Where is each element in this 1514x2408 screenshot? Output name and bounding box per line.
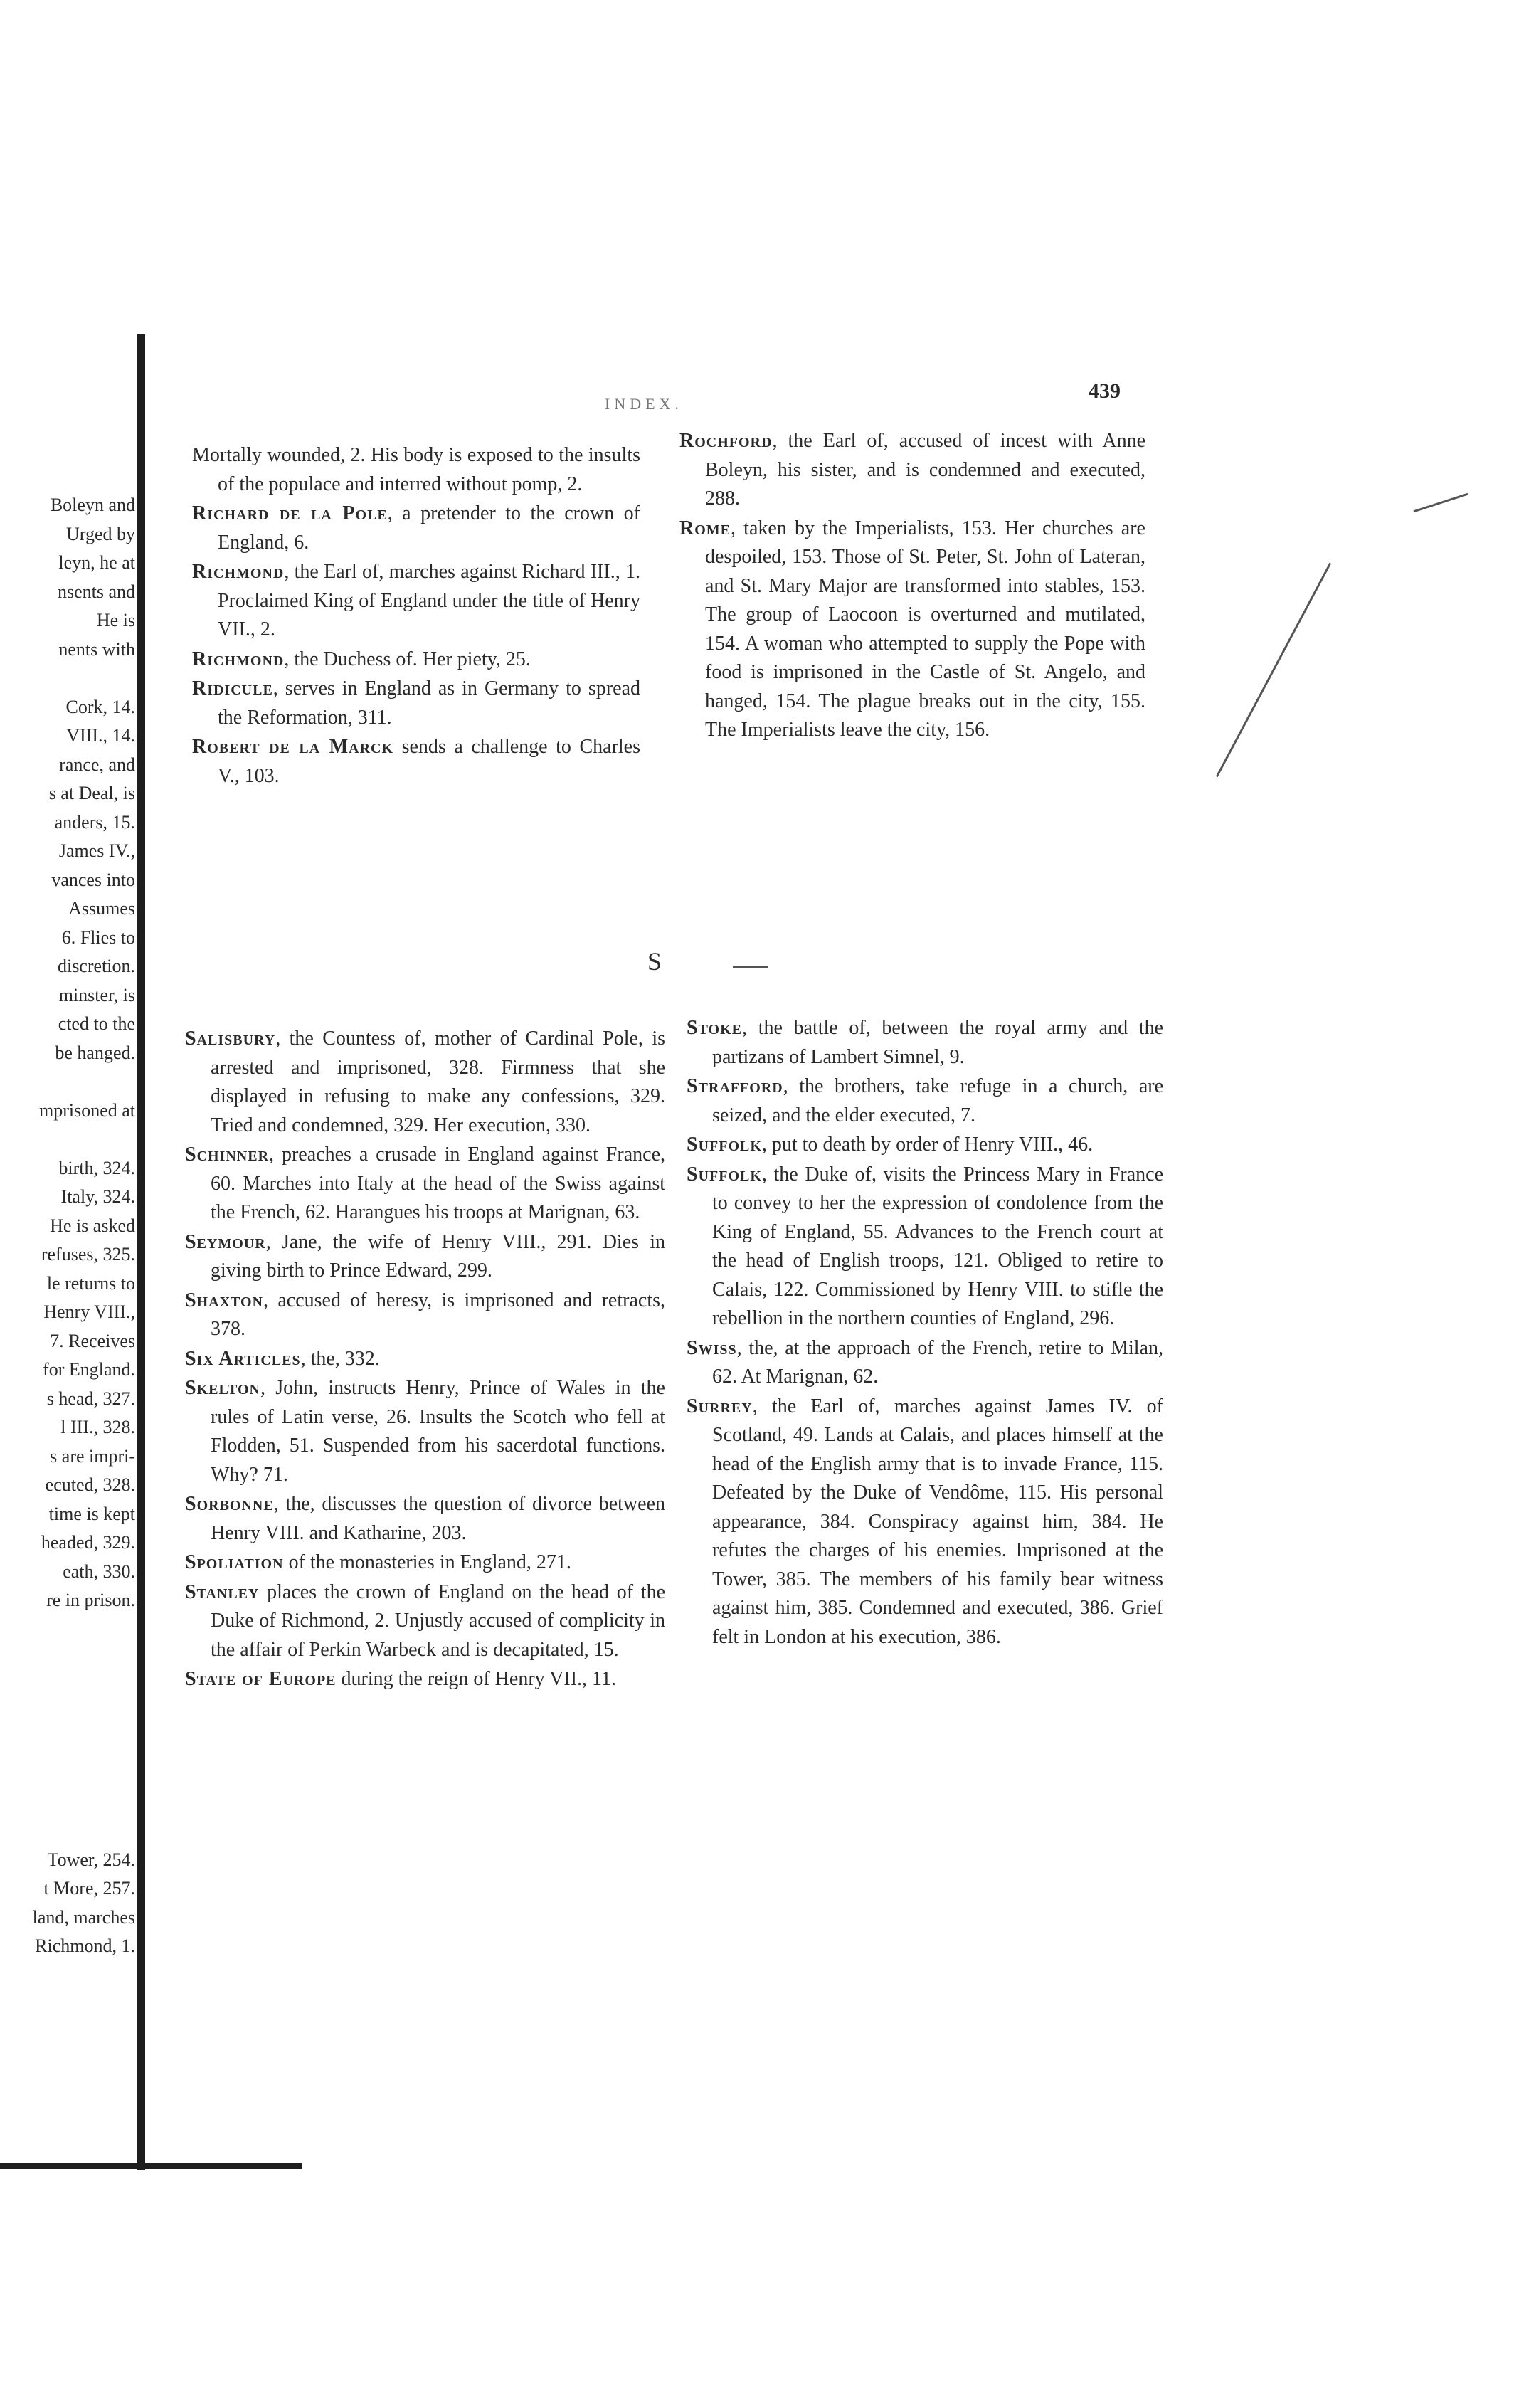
fragment-line: s at Deal, is bbox=[48, 783, 135, 803]
fragment-line: refuses, 325. bbox=[41, 1244, 135, 1264]
index-keyword: Seymour bbox=[185, 1230, 266, 1253]
index-keyword: Swiss bbox=[687, 1336, 737, 1359]
index-keyword: Richmond bbox=[192, 648, 285, 670]
fragment-line bbox=[0, 1125, 135, 1154]
index-keyword: Richard de la Pole bbox=[192, 502, 388, 524]
fragment-line: discretion. bbox=[57, 956, 135, 976]
index-text: , Jane, the wife of Henry VIII., 291. Dies in giving birth to Prince Edward, 299. bbox=[211, 1230, 665, 1282]
index-keyword: Robert de la Marck bbox=[192, 736, 394, 758]
index-entry bbox=[185, 1287, 665, 1344]
fragment-line: le returns to bbox=[46, 1272, 135, 1294]
index-text: , the, 332. bbox=[300, 1347, 380, 1370]
fragment-line: nsents and bbox=[57, 581, 135, 602]
fragment-line: rance, and bbox=[59, 754, 135, 775]
index-keyword: Stanley bbox=[185, 1580, 260, 1603]
pencil-mark bbox=[1413, 493, 1468, 513]
fragment-line: Richmond, 1. bbox=[35, 1936, 135, 1956]
index-keyword: Spoliation bbox=[185, 1551, 284, 1573]
fragment-line: time is kept bbox=[48, 1503, 135, 1524]
index-entry bbox=[687, 1393, 1163, 1652]
column-top-left bbox=[192, 441, 640, 791]
index-entry bbox=[192, 733, 640, 791]
index-entry bbox=[185, 1228, 665, 1286]
index-entry bbox=[185, 1141, 665, 1227]
fragment-line: Boleyn and bbox=[50, 495, 135, 515]
index-entry bbox=[185, 1025, 665, 1140]
fragment-line: s are impri- bbox=[50, 1445, 135, 1467]
fragment-line: eath, 330. bbox=[63, 1561, 135, 1582]
index-entry bbox=[192, 645, 640, 675]
fragment-line: Urged by bbox=[65, 523, 135, 544]
index-keyword: Suffolk bbox=[687, 1134, 762, 1156]
section-letter: S bbox=[647, 947, 662, 976]
index-text: during the reign of Henry VII., 11. bbox=[336, 1668, 616, 1690]
fragment-line: Henry VIII., bbox=[43, 1301, 135, 1322]
running-title: INDEX. bbox=[605, 395, 683, 413]
index-entry bbox=[679, 427, 1145, 514]
fragment-line: Cork, 14. bbox=[65, 696, 135, 717]
fragment-line: Italy, 324. bbox=[60, 1186, 135, 1207]
fragment-line: ecuted, 328. bbox=[45, 1474, 135, 1495]
fragment-line: for England. bbox=[43, 1359, 135, 1380]
index-text: of the monasteries in England, 271. bbox=[283, 1551, 571, 1573]
index-text: , the Earl of, marches against James IV. of Scotland, 49. Lands at Calais, and places himself at the head of the English army that is to invade France, 115. Defeated by the Duke of Vendôme, 115. His personal appearance, 384. Conspiracy against him, 384. He refutes the charges of his enemies. Imprisoned at the Tower, 385. The members of his family bear witness against him, 385. Condemned and executed, 386. Grief felt in London at his execution, 386. bbox=[712, 1395, 1163, 1648]
index-entry bbox=[687, 1161, 1163, 1334]
fragment-line: minster, is bbox=[58, 984, 135, 1005]
index-entry bbox=[679, 514, 1145, 745]
index-keyword: Salisbury bbox=[185, 1028, 276, 1050]
fragment-line: birth, 324. bbox=[58, 1157, 135, 1178]
fragment-line bbox=[0, 1644, 135, 1673]
index-keyword: Shaxton bbox=[185, 1289, 263, 1311]
fragment-line: land, marches bbox=[32, 1906, 135, 1928]
index-keyword: Suffolk bbox=[687, 1163, 762, 1185]
column-bottom-right bbox=[687, 1014, 1163, 1652]
fragment-line bbox=[0, 1731, 135, 1760]
index-entry bbox=[192, 558, 640, 645]
previous-page-fragment bbox=[0, 491, 135, 1961]
fragment-line bbox=[0, 1759, 135, 1788]
index-entry bbox=[687, 1072, 1163, 1130]
fragment-line: s head, 327. bbox=[46, 1388, 135, 1409]
index-text: Mortally wounded, 2. His body is exposed to the insults of the populace and interred without pomp, 2. bbox=[192, 444, 640, 495]
fragment-line: James IV., bbox=[58, 840, 135, 861]
fragment-line: mprisoned at bbox=[38, 1099, 135, 1121]
index-keyword: Richmond bbox=[192, 561, 285, 583]
index-entry bbox=[185, 1665, 665, 1694]
column-bottom-left bbox=[185, 1025, 665, 1695]
fragment-line: leyn, he at bbox=[58, 552, 135, 573]
index-text: , the brothers, take refuge in a church, are seized, and the elder executed, 7. bbox=[712, 1075, 1163, 1126]
index-text: , serves in England as in Germany to spread the Reformation, 311. bbox=[218, 677, 640, 729]
index-keyword: State of Europe bbox=[185, 1668, 337, 1690]
fragment-line: t More, 257. bbox=[43, 1878, 135, 1899]
fragment-line: headed, 329. bbox=[41, 1532, 135, 1553]
fragment-line: Tower, 254. bbox=[47, 1849, 135, 1870]
index-text: places the crown of England on the head of the Duke of Richmond, 2. Unjustly accused of complicity in the affair of Perkin Warbeck and is decapitated, 15. bbox=[211, 1580, 665, 1661]
column-top-right bbox=[679, 427, 1145, 746]
index-entry bbox=[185, 1578, 665, 1665]
index-entry bbox=[192, 500, 640, 557]
index-keyword: Rome bbox=[679, 517, 731, 539]
fragment-line: vances into bbox=[51, 869, 135, 890]
fragment-line: VIII., 14. bbox=[66, 725, 135, 746]
index-text: , the, at the approach of the French, retire to Milan, 62. At Marignan, 62. bbox=[712, 1336, 1163, 1388]
index-entry bbox=[192, 441, 640, 499]
page-fold-line bbox=[137, 334, 145, 2170]
index-entry bbox=[185, 1345, 665, 1374]
index-text: , put to death by order of Henry VIII., 46. bbox=[761, 1134, 1094, 1156]
index-keyword: Stoke bbox=[687, 1017, 743, 1039]
index-keyword: Strafford bbox=[687, 1075, 783, 1097]
index-keyword: Schinner bbox=[185, 1144, 270, 1166]
index-keyword: Ridicule bbox=[192, 677, 273, 699]
index-keyword: Sorbonne bbox=[185, 1493, 274, 1515]
index-text: , a pretender to the crown of England, 6. bbox=[218, 502, 640, 554]
index-text: , the Duke of, visits the Princess Mary in France to convey to her the expression of condolence from the King of England, 55. Advances to the French court at the head of English troops, 121. Obliged to retire to Calais, 122. Commissioned by Henry VIII. to stifle the rebellion in the northern counties of England, 296. bbox=[712, 1163, 1163, 1329]
index-text: , the battle of, between the royal army and the partizans of Lambert Simnel, 9. bbox=[712, 1017, 1163, 1068]
index-entry bbox=[687, 1014, 1163, 1072]
index-keyword: Six Articles bbox=[185, 1347, 301, 1370]
index-text: , the, discusses the question of divorce between Henry VIII. and Katharine, 203. bbox=[211, 1493, 665, 1544]
fragment-line: cted to the bbox=[58, 1013, 135, 1034]
fragment-line: He is bbox=[96, 610, 135, 630]
index-keyword: Surrey bbox=[687, 1395, 753, 1417]
fragment-line: 6. Flies to bbox=[61, 926, 135, 948]
fragment-line: nents with bbox=[58, 638, 135, 660]
fragment-line: anders, 15. bbox=[54, 811, 135, 833]
index-entry bbox=[185, 1490, 665, 1548]
page-bottom-edge-line bbox=[0, 2163, 302, 2169]
index-text: , taken by the Imperialists, 153. Her churches are despoiled, 153. Those of St. Peter, St. John of Lateran, and St. Mary Major are transformed into stables, 153. The group of Laocoon is overturned and mutilated, 154. A woman who attempted to supply the Pope with food is imprisoned in the Castle of St. Angelo, and hanged, 154. The plague breaks out in the city, 155. The Imperialists leave the city, 156. bbox=[705, 517, 1145, 741]
fragment-line bbox=[0, 664, 135, 693]
index-text: , the Earl of, accused of incest with Anne Boleyn, his sister, and is condemned and executed, 288. bbox=[705, 430, 1145, 509]
index-text: , John, instructs Henry, Prince of Wales in the rules of Latin verse, 26. Insults the Scotch who fell at Flodden, 51. Suspended from his sacerdotal functions. Why? 71. bbox=[211, 1377, 665, 1486]
index-entry bbox=[687, 1334, 1163, 1392]
fragment-line bbox=[0, 1673, 135, 1702]
page-number: 439 bbox=[1089, 379, 1121, 403]
index-text: , accused of heresy, is imprisoned and retracts, 378. bbox=[211, 1289, 665, 1340]
fragment-line: re in prison. bbox=[46, 1590, 135, 1610]
fragment-line: Assumes bbox=[68, 898, 135, 919]
index-text: sends a challenge to Charles V., 103. bbox=[218, 736, 640, 787]
fragment-line bbox=[0, 1067, 135, 1097]
index-text: , the Earl of, marches against Richard III., 1. Proclaimed King of England under the title of Henry VII., 2. bbox=[218, 561, 640, 640]
index-text: , preaches a crusade in England against France, 60. Marches into Italy at the head of the Swiss against the French, 62. Harangues his troops at Marignan, 63. bbox=[211, 1144, 665, 1223]
fragment-line: l III., 328. bbox=[60, 1417, 135, 1437]
index-entry bbox=[192, 675, 640, 732]
index-entry bbox=[687, 1131, 1163, 1160]
section-dash bbox=[733, 966, 768, 968]
index-entry bbox=[185, 1548, 665, 1578]
fragment-line bbox=[0, 1701, 135, 1731]
index-keyword: Skelton bbox=[185, 1377, 260, 1399]
fragment-line: be hanged. bbox=[55, 1042, 135, 1063]
fragment-line: 7. Receives bbox=[50, 1330, 135, 1351]
index-text: , the Duchess of. Her piety, 25. bbox=[284, 648, 531, 670]
index-entry bbox=[185, 1374, 665, 1489]
pencil-mark bbox=[1216, 563, 1331, 778]
fragment-line bbox=[0, 1817, 135, 1846]
index-keyword: Rochford bbox=[679, 430, 773, 452]
index-text: , the Countess of, mother of Cardinal Pole, is arrested and imprisoned, 328. Firmness that she displayed in refusing to make any confessions, 329. Tried and condemned, 329. Her execution, 330. bbox=[211, 1028, 665, 1136]
fragment-line bbox=[0, 1615, 135, 1644]
fragment-line: He is asked bbox=[50, 1215, 135, 1236]
fragment-line bbox=[0, 1788, 135, 1817]
